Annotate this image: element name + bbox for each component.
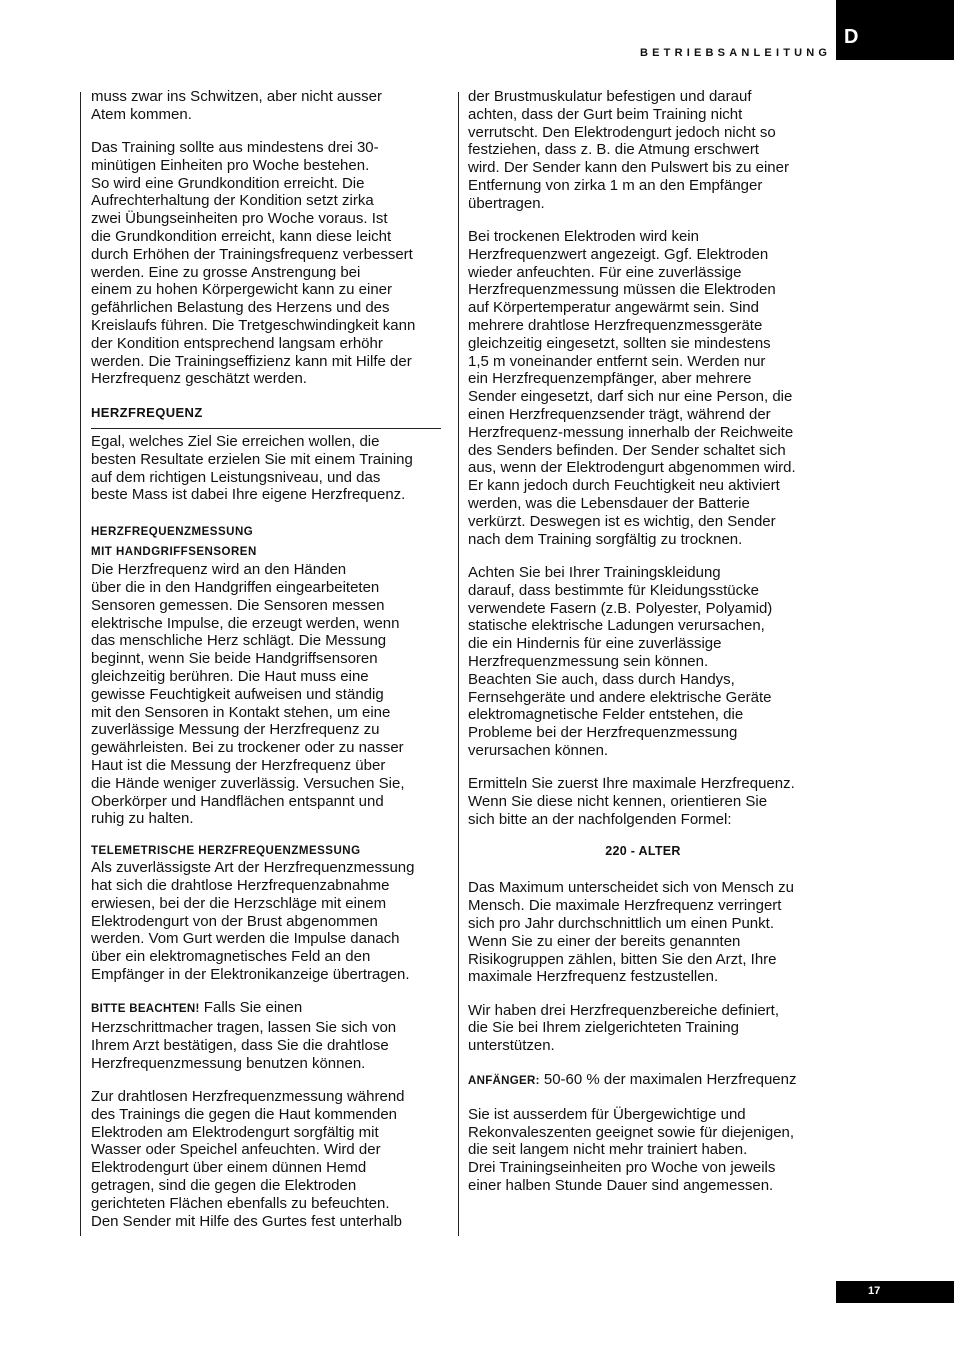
text-line: die seit langem nicht mehr trainiert haben. [468, 1141, 748, 1159]
text-line: ein Herzfrequenzempfänger, aber mehrere [468, 370, 752, 388]
text-line: Elektrodengurt über einem dünnen Hemd [91, 1159, 367, 1177]
text-line: einen Herzfrequenzsender trägt, während der [468, 406, 771, 424]
text-line: mit den Sensoren in Kontakt stehen, um eine [91, 703, 391, 721]
text-line: mehrere drahtlose Herzfrequenzmessgeräte [468, 317, 763, 335]
subheading-handgrip: MIT HANDGRIFFSENSOREN [91, 546, 257, 559]
max-paragraph [468, 775, 818, 828]
wireless-paragraph [91, 1088, 441, 1230]
text-line: werden. Eine zu grosse Anstrengung bei [91, 263, 361, 281]
text-line: unterstützen. [468, 1037, 555, 1055]
heading-rule [91, 428, 441, 429]
telemetric-paragraph [91, 859, 441, 984]
overweight-paragraph [468, 1106, 818, 1195]
manual-label: BETRIEBSANLEITUNG [640, 47, 832, 59]
text-line: Oberkörper und Handflächen entspannt und [91, 792, 384, 810]
heading-heart-rate: HERZFREQUENZ [91, 405, 203, 421]
text-line: statische elektrische Ladungen verursachen, [468, 617, 765, 635]
text-line: Er kann jedoch durch Feuchtigkeit neu aktiviert [468, 477, 780, 495]
subheading-measurement: HERZFREQUENZMESSUNG [91, 526, 254, 539]
text-line: der Kondition entsprechend langsam erhöhr [91, 334, 383, 352]
text-line: verursachen können. [468, 741, 609, 759]
beginner-text: 50-60 % der maximalen Herzfrequenz [539, 1070, 797, 1088]
text-line: werden, was die Lebensdauer der Batterie [468, 495, 750, 513]
text-line: auf dem richtigen Leistungsniveau, und das [91, 468, 381, 486]
text-line: auf Körpertemperatur angewärmt sein. Sind [468, 299, 759, 317]
text-line: Herzfrequenz-messung innerhalb der Reichweite [468, 423, 794, 441]
text-line: Kreislaufs führen. Die Tretgeschwindingkeit kann [91, 317, 416, 335]
text-line: 1,5 m voneinander entfernt sein. Werden nur [468, 352, 766, 370]
text-line: werden. Die Trainingseffizienz kann mit Hilfe der [91, 352, 412, 370]
text-line: das menschliche Herz schlägt. Die Messung [91, 632, 387, 650]
text-line: Risikogruppen zählen, bitten Sie den Arzt, Ihre [468, 950, 777, 968]
text-line: des Trainings die gegen die Haut kommenden [91, 1105, 398, 1123]
language-tab [836, 0, 954, 60]
text-line: Bei trockenen Elektroden wird kein [468, 228, 699, 246]
text-line: Elektrodengurt von der Brust abgenommen [91, 912, 378, 930]
note-paragraph [91, 999, 441, 1072]
text-line: achten, dass der Gurt beim Training nicht [468, 105, 743, 123]
text-line: Herzfrequenzmessung müssen die Elektroden [468, 281, 776, 299]
text-line: Wenn Sie zu einer der bereits genannten [468, 932, 741, 950]
text-line: elektrische Impulse, die erzeugt werden, wenn [91, 614, 400, 632]
text-line: Beachten Sie auch, dass durch Handys, [468, 670, 735, 688]
text-line: hat sich die drahtlose Herzfrequenzabnahme [91, 876, 390, 894]
text-line: Die Herzfrequenz wird an den Händen [91, 561, 347, 579]
text-line: muss zwar ins Schwitzen, aber nicht ausser [91, 88, 382, 105]
text-line: beste Mass ist dabei Ihre eigene Herzfrequenz. [91, 486, 406, 504]
text-line: Egal, welches Ziel Sie erreichen wollen, die [91, 433, 380, 451]
text-line: Atem kommen. [91, 105, 192, 123]
text-line: Entfernung von zirka 1 m an den Empfänger [468, 176, 763, 194]
text-line: maximale Herzfrequenz festzustellen. [468, 968, 719, 986]
text-line: Ihrem Arzt bestätigen, dass Sie die drahtlose [91, 1036, 389, 1054]
beginner-label: ANFÄNGER: [468, 1074, 540, 1087]
heart-rate-paragraph [91, 433, 441, 504]
text-line: wird. Der Sender kann den Pulswert bis zu einer [468, 159, 789, 177]
text-line: Achten Sie bei Ihrer Trainingskleidung [468, 563, 721, 581]
text-line: Sie ist ausserdem für Übergewichtige und [468, 1105, 746, 1123]
text-line: Das Maximum unterscheidet sich von Mensch zu [468, 879, 794, 897]
text-line: des Senders befinden. Der Sender schaltet sich [468, 441, 786, 459]
text-line: ruhig zu halten. [91, 810, 194, 828]
note-label: BITTE BEACHTEN! [91, 1003, 200, 1016]
beginner-paragraph [468, 1071, 818, 1091]
note-first: Falls Sie einen [199, 999, 303, 1017]
text-line: die ein Hindernis für eine zuverlässige [468, 635, 722, 653]
text-line: darauf, dass bestimmte für Kleidungsstücke [468, 581, 759, 599]
text-line: werden. Vom Gurt werden die Impulse danach [91, 930, 400, 948]
text-line: über ein elektromagnetisches Feld an den [91, 948, 371, 966]
text-line: gewisse Feuchtigkeit aufweisen und ständig [91, 685, 384, 703]
text-line: Als zuverlässigste Art der Herzfrequenzmessung [91, 859, 415, 877]
text-line: über die in den Handgriffen eingearbeiteten [91, 579, 380, 597]
text-line: zuverlässige Messung der Herzfrequenz zu [91, 721, 380, 739]
text-line: elektromagnetische Felder entstehen, die [468, 706, 744, 724]
text-line: gewährleisten. Bei zu trockener oder zu nasser [91, 739, 404, 757]
text-line: durch Erhöhen der Trainingsfrequenz verbessert [91, 245, 413, 263]
text-line: beginnt, wenn Sie beide Handgriffsensoren [91, 650, 378, 668]
text-line: Herzfrequenzwert angezeigt. Ggf. Elektroden [468, 245, 769, 263]
text-line: nach dem Training sorgfältig zu trocknen. [468, 530, 743, 548]
center-column-rule [458, 92, 459, 1236]
text-line: Wasser oder Speichel anfeuchten. Wird der [91, 1141, 381, 1159]
text-line: gefährlichen Belastung des Herzens und des [91, 299, 390, 317]
right-column [468, 88, 818, 1210]
text-line: getragen, sind die gegen die Elektroden [91, 1176, 357, 1194]
ranges-paragraph [468, 1002, 818, 1055]
left-column [91, 88, 441, 1246]
text-line: Rekonvaleszenten geeignet sowie für diejenigen, [468, 1123, 795, 1141]
text-line: Empfänger in der Elektronikanzeige übertragen. [91, 965, 410, 983]
page-number: 17 [868, 1285, 881, 1297]
text-line: die Hände weniger zuverlässig. Versuchen Sie, [91, 774, 405, 792]
text-line: wieder anfeuchten. Für eine zuverlässige [468, 263, 742, 281]
text-line: die Sie bei Ihrem zielgerichteten Training [468, 1019, 739, 1037]
text-line: gleichzeitig berühren. Die Haut muss eine [91, 668, 369, 686]
text-line: besten Resultate erzielen Sie mit einem Training [91, 450, 413, 468]
text-line: gerichteten Flächen ebenfalls zu befeuchten. [91, 1194, 390, 1212]
text-line: Herzfrequenzmessung benutzen können. [91, 1054, 366, 1072]
text-line: Mensch. Die maximale Herzfrequenz verringert [468, 897, 782, 915]
text-line: erwiesen, bei der die Herzschläge mit einem [91, 894, 387, 912]
text-line: Wir haben drei Herzfrequenzbereiche definiert, [468, 1001, 779, 1019]
formula: 220 - ALTER [605, 843, 681, 858]
text-line: verwendete Fasern (z.B. Polyester, Polyamid) [468, 599, 773, 617]
text-line: So wird eine Grundkondition erreicht. Die [91, 174, 365, 192]
text-line: Aufrechterhaltung der Kondition setzt zirka [91, 192, 374, 210]
text-line: der Brustmuskulatur befestigen und darauf [468, 88, 752, 105]
text-line: Drei Trainingseinheiten pro Woche von jeweils [468, 1159, 776, 1177]
text-line: Den Sender mit Hilfe des Gurtes fest unterhalb [91, 1212, 402, 1230]
text-line: einem zu hohen Körpergewicht kann zu einer [91, 281, 393, 299]
text-line: Zur drahtlosen Herzfrequenzmessung während [91, 1087, 405, 1105]
text-line: aus, wenn der Elektrodengurt abgenommen wird. [468, 459, 796, 477]
text-line: verkürzt. Deswegen ist es wichtig, den Sender [468, 512, 776, 530]
text-line: Haut ist die Messung der Herzfrequenz über [91, 757, 386, 774]
text-line: die Grundkondition erreicht, kann diese leicht [91, 228, 392, 246]
language-tab-label: D [844, 26, 859, 48]
intro-paragraph [91, 88, 441, 124]
text-line: minütigen Einheiten pro Woche bestehen. [91, 156, 370, 174]
text-line: übertragen. [468, 194, 545, 212]
chest-paragraph [468, 88, 818, 213]
text-line: gleichzeitig eingesetzt, sollten sie mindestens [468, 334, 771, 352]
text-line: Herzfrequenzmessung sein können. [468, 652, 709, 670]
text-line: Ermitteln Sie zuerst Ihre maximale Herzfrequenz. [468, 775, 795, 793]
sensor-paragraph [91, 561, 441, 828]
note-lines [91, 1019, 441, 1072]
page-number-tab [836, 1281, 954, 1303]
dry-paragraph [468, 228, 818, 548]
text-line: Sensoren gemessen. Die Sensoren messen [91, 596, 385, 614]
text-line: Sender eingesetzt, darf sich nur eine Person, die [468, 388, 793, 406]
clothing-paragraph [468, 564, 818, 760]
text-line: festziehen, dass z. B. die Atmung erschwert [468, 141, 759, 159]
text-line: Herzfrequenz geschätzt werden. [91, 370, 307, 388]
text-line: Fernsehgeräte und andere elektrische Geräte [468, 688, 772, 706]
left-column-rule [80, 92, 81, 1236]
text-line: Elektroden am Elektrodengurt sorgfältig mit [91, 1123, 379, 1141]
text-line: sich bitte an der nachfolgenden Formel: [468, 810, 732, 828]
text-line: sich pro Jahr durchschnittlich um einen Punkt. [468, 914, 774, 932]
text-line: Herzschrittmacher tragen, lassen Sie sich von [91, 1019, 397, 1037]
text-line: einer halben Stunde Dauer sind angemessen. [468, 1177, 774, 1195]
training-paragraph [91, 139, 441, 388]
text-line: Wenn Sie diese nicht kennen, orientieren Sie [468, 792, 768, 810]
text-line: Das Training sollte aus mindestens drei 30- [91, 139, 379, 157]
subheading-telemetric: TELEMETRISCHE HERZFREQUENZMESSUNG [91, 845, 361, 858]
maximum-paragraph [468, 879, 818, 986]
text-line: zwei Übungseinheiten pro Woche voraus. Ist [91, 210, 388, 228]
text-line: verrutscht. Den Elektrodengurt jedoch nicht so [468, 123, 776, 141]
text-line: Probleme bei der Herzfrequenzmessung [468, 724, 738, 742]
